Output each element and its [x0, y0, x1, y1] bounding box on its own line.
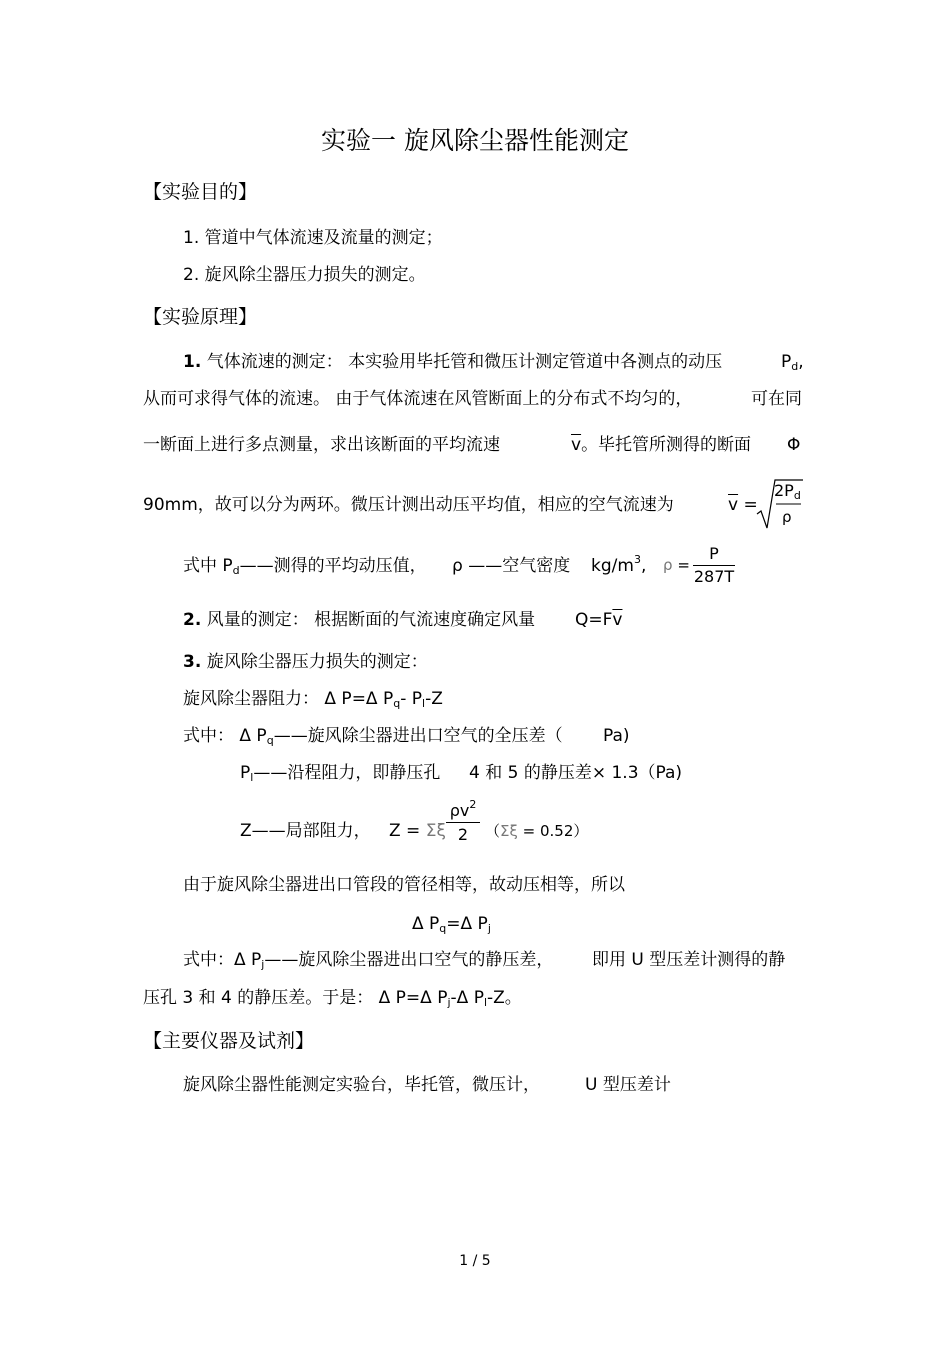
text: 气体流速的测定： 本实验用毕托管和微压计测定管道中各测点的动压	[201, 352, 723, 372]
where-delta-pj	[183, 949, 553, 971]
comma: ,	[798, 352, 804, 372]
where-pl-tail: 4 和 5 的静压差× 1.3（Pa)	[469, 763, 683, 783]
text: -Δ P	[450, 988, 484, 1008]
where-z: Z——局部阻力，	[240, 821, 371, 841]
text: =Δ P	[446, 914, 488, 934]
text: Q=F	[575, 610, 613, 630]
text: ——测得的平均动压值，	[239, 556, 427, 576]
text: 旋风除尘器阻力： Δ P=Δ P	[183, 689, 394, 709]
flow-formula	[575, 609, 622, 631]
principle-1-line-3: 一断面上进行多点测量，求出该断面的平均流速	[143, 435, 500, 455]
superscript: 3	[633, 553, 641, 566]
text: Z =	[389, 821, 421, 841]
xi-value	[485, 820, 588, 842]
denominator: 287T	[693, 567, 735, 586]
sum-xi-symbol: Σξ	[425, 821, 446, 841]
sqrt-numerator	[774, 481, 801, 501]
principle-1-line-4: 90mm，故可以分为两环。微压计测出动压平均值，相应的空气流速为	[143, 495, 674, 515]
principle-1-line-2: 从而可求得气体的流速。 由于气体流速在风管断面上的分布式不均匀的，	[143, 389, 693, 409]
paren: ）	[573, 822, 589, 840]
item-number: 2.	[183, 610, 202, 630]
rho-symbol: ρ	[663, 556, 673, 574]
subscript: d	[232, 564, 240, 577]
value: = 0.52	[522, 822, 574, 840]
subscript: d	[791, 360, 799, 373]
z-formula	[389, 820, 446, 842]
text: 式中： Δ P	[183, 726, 267, 746]
principle-1-line-2-end: 可在同	[751, 389, 802, 409]
text: 。毕托管所测得的断面	[581, 435, 752, 455]
item-number: 3.	[183, 652, 202, 672]
paren: （	[485, 822, 501, 840]
text: 2P	[774, 481, 794, 500]
text: ——旋风除尘器进出口空气的全压差（	[273, 726, 563, 746]
section-heading-principle: 【实验原理】	[143, 306, 258, 328]
page-title: 实验一 旋风除尘器性能测定	[321, 126, 629, 155]
section-heading-purpose: 【实验目的】	[143, 181, 258, 203]
pq-equals-pj	[412, 913, 491, 935]
v-symbol: $\overline{v}$	[728, 495, 739, 515]
subscript: l	[483, 996, 488, 1009]
text: 风量的测定： 根据断面的气流速度确定风量	[201, 610, 536, 630]
comma: ,	[640, 556, 647, 576]
page-number: 1 / 5	[459, 1253, 491, 1269]
principle-1-line-1	[183, 351, 722, 373]
purpose-item-1: 1. 管道中气体流速及流量的测定；	[183, 228, 443, 248]
subscript: l	[422, 697, 426, 710]
subscript: j	[261, 958, 265, 971]
section-heading-instruments: 【主要仪器及试剂】	[143, 1030, 315, 1052]
unit-pa: Pa)	[603, 726, 630, 746]
instruments-list-tail: U 型压差计	[585, 1075, 671, 1095]
v-symbol: $\overline{v}$	[612, 610, 623, 630]
text: 旋风除尘器压力损失的测定：	[201, 652, 428, 672]
z-fraction	[446, 800, 480, 847]
equals: =	[743, 495, 758, 515]
density-formula-lhs	[663, 552, 690, 578]
sqrt-denominator: ρ	[782, 508, 792, 526]
unit: kg/m	[591, 556, 634, 576]
phi-symbol: Φ	[787, 435, 801, 455]
denominator: 2	[457, 825, 469, 844]
equal-dynamic-pressure: 由于旋风除尘器进出口管段的管径相等，故动压相等，所以	[183, 875, 625, 895]
sum-xi-symbol: Σξ	[500, 822, 518, 840]
text: 压孔 3 和 4 的静压差。于是： Δ P=Δ P	[143, 988, 448, 1008]
resistance-formula	[183, 688, 443, 710]
subscript: j	[447, 996, 451, 1009]
instruments-list: 旋风除尘器性能测定实验台，毕托管，微压计，	[183, 1075, 540, 1095]
superscript: 2	[469, 798, 477, 811]
numerator: P	[693, 543, 735, 566]
where-pl	[240, 762, 440, 784]
final-pressure-loss	[143, 987, 522, 1009]
principle-3	[183, 651, 428, 673]
text: -Z	[425, 689, 443, 709]
subscript: l	[250, 771, 254, 784]
density-fraction	[693, 543, 735, 588]
text: ——旋风除尘器进出口空气的静压差，	[264, 950, 554, 970]
text: ——沿程阻力，即静压孔	[253, 763, 441, 783]
text: P	[240, 763, 251, 783]
text: ρv	[449, 801, 470, 820]
density-unit	[591, 555, 646, 577]
text: - P	[400, 689, 422, 709]
rho-definition: ρ ——空气密度	[452, 556, 571, 576]
principle-2	[183, 609, 535, 631]
text: 式中 P	[183, 556, 233, 576]
subscript: q	[439, 922, 447, 935]
text: Δ P	[412, 914, 440, 934]
pd-symbol	[781, 351, 804, 373]
where-delta-pq	[183, 725, 563, 747]
item-number: 1.	[183, 352, 202, 372]
purpose-item-2: 2. 旋风除尘器压力损失的测定。	[183, 265, 426, 285]
principle-1-line-3-tail	[571, 434, 751, 456]
symbol-p: P	[781, 352, 792, 372]
numerator	[446, 800, 480, 823]
principle-1-where	[183, 555, 427, 577]
subscript: j	[487, 922, 491, 935]
where-delta-pj-tail: 即用 U 型压差计测得的静	[592, 950, 786, 970]
text: 式中：Δ P	[183, 950, 262, 970]
text: -Z。	[487, 988, 522, 1008]
subscript: d	[793, 489, 801, 502]
subscript: q	[266, 734, 274, 747]
equals: =	[677, 556, 690, 574]
mean-velocity-symbol: $\overline{v}$	[571, 435, 582, 455]
subscript: q	[393, 697, 401, 710]
velocity-formula	[728, 494, 758, 516]
